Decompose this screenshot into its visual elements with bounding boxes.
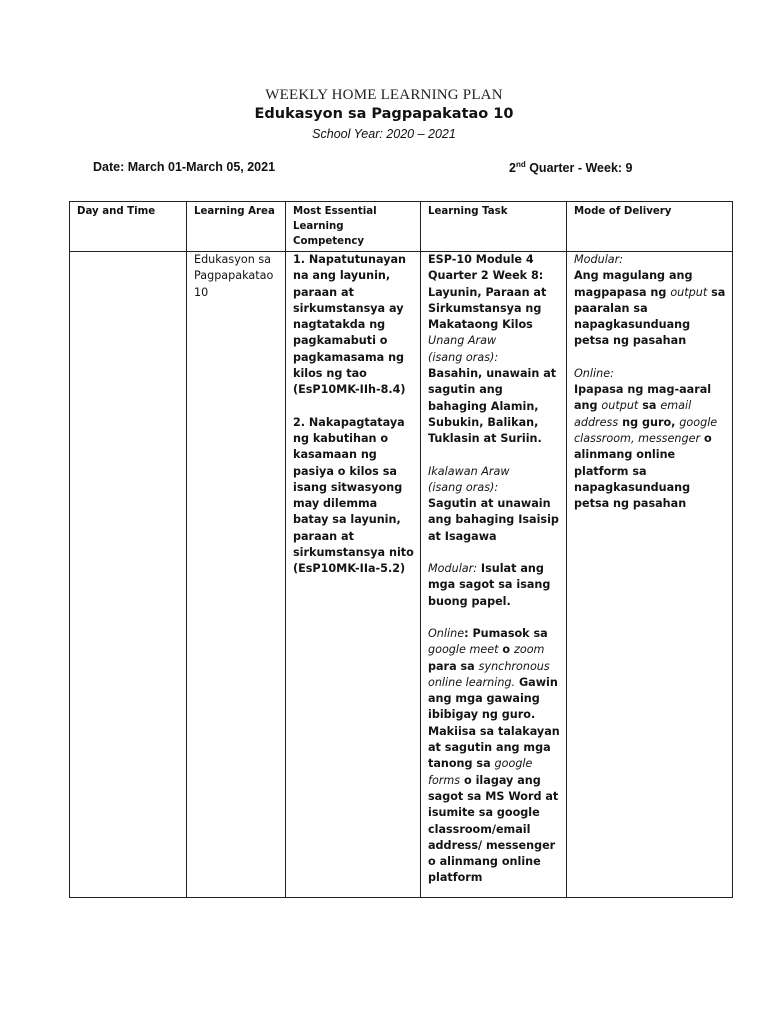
date-range: Date: March 01-March 05, 2021 [93, 160, 276, 174]
document-title: WEEKLY HOME LEARNING PLAN [265, 87, 503, 103]
column-header-learning-area: Learning Area [187, 202, 286, 252]
school-year: School Year: 2020 – 2021 [312, 127, 456, 141]
day1-label: Unang Araw [428, 334, 497, 348]
table-row [70, 252, 733, 898]
day1-task: Basahin, unawain at sagutin ang bahaging Alamin, Subukin, Balikan, Tuklasin at Suriin. [428, 367, 557, 446]
day2-task: Sagutin at unawain ang bahaging Isaisip at Isagawa [428, 497, 559, 543]
competency-item-1: 1. Napatutunayan na ang layunin, paraan at sirkumstansya ay nagtatakda ng pagkamabuti o pagkamasama ng kilos ng tao (EsP10MK-IIh-8.4) [293, 253, 406, 397]
module-title: ESP-10 Module 4 Quarter 2 Week 8: Layunin, Paraan at Sirkumstansya ng Makataong Kilos [428, 253, 547, 332]
competency-item-2: 2. Nakapagtataya ng kabutihan o kasamaan ng pasiya o kilos sa isang sitwasyong may dilemma batay sa layunin, paraan at sirkumstansya nito (EsP10MK-IIa-5.2) [293, 415, 414, 576]
online-task: Online: Pumasok sa google meet o zoom para sa synchronous online learning. Gawin ang mga gawaing ibibigay ng guro. Makiisa sa talakayan at sagutin ang mga tanong sa google forms o ilagay ang sagot sa MS Word at isumite sa google classroom/email address/ messenger o alinmang online platform [428, 626, 560, 885]
learning-plan-table [69, 201, 733, 898]
cell-learning-area: Edukasyon sa Pagpapakatao 10 [187, 252, 286, 898]
column-header-mode-of-delivery: Mode of Delivery [567, 202, 733, 252]
cell-mode-of-delivery [567, 252, 733, 898]
quarter-week [509, 160, 633, 175]
modular-label: Modular: [428, 562, 478, 576]
cell-competency [286, 252, 421, 898]
modular-task: Modular: Isulat ang mga sagot sa isang buong papel. [428, 562, 551, 608]
delivery-online-text: Ipapasa ng mag-aaral ang output sa email address ng guro, google classroom, messenger o alinmang online platform sa napagkasunduang petsa ng pasahan [574, 383, 718, 511]
day1-duration: (isang oras): [428, 350, 499, 364]
subject-title: Edukasyon sa Pagpapakatao 10 [254, 106, 514, 122]
quarter-week-text: Quarter - Week: 9 [525, 161, 633, 175]
column-header-learning-task: Learning Task [421, 202, 567, 252]
quarter-number: 2 [509, 161, 516, 175]
cell-learning-task [421, 252, 567, 898]
cell-day-time [70, 252, 187, 898]
table-header-row [70, 202, 733, 252]
day2-label: Ikalawan Araw [428, 464, 510, 478]
delivery-modular-text: Ang magulang ang magpapasa ng output sa paaralan sa napagkasunduang petsa ng pasahan [574, 269, 726, 348]
delivery-online-label: Online: [574, 366, 614, 380]
day2-duration: (isang oras): [428, 480, 499, 494]
delivery-modular-label: Modular: [574, 253, 624, 266]
quarter-suffix: nd [515, 160, 526, 169]
column-header-competency: Most Essential Learning Competency [286, 202, 421, 252]
online-label: Online [428, 626, 465, 640]
column-header-day-time: Day and Time [70, 202, 187, 252]
